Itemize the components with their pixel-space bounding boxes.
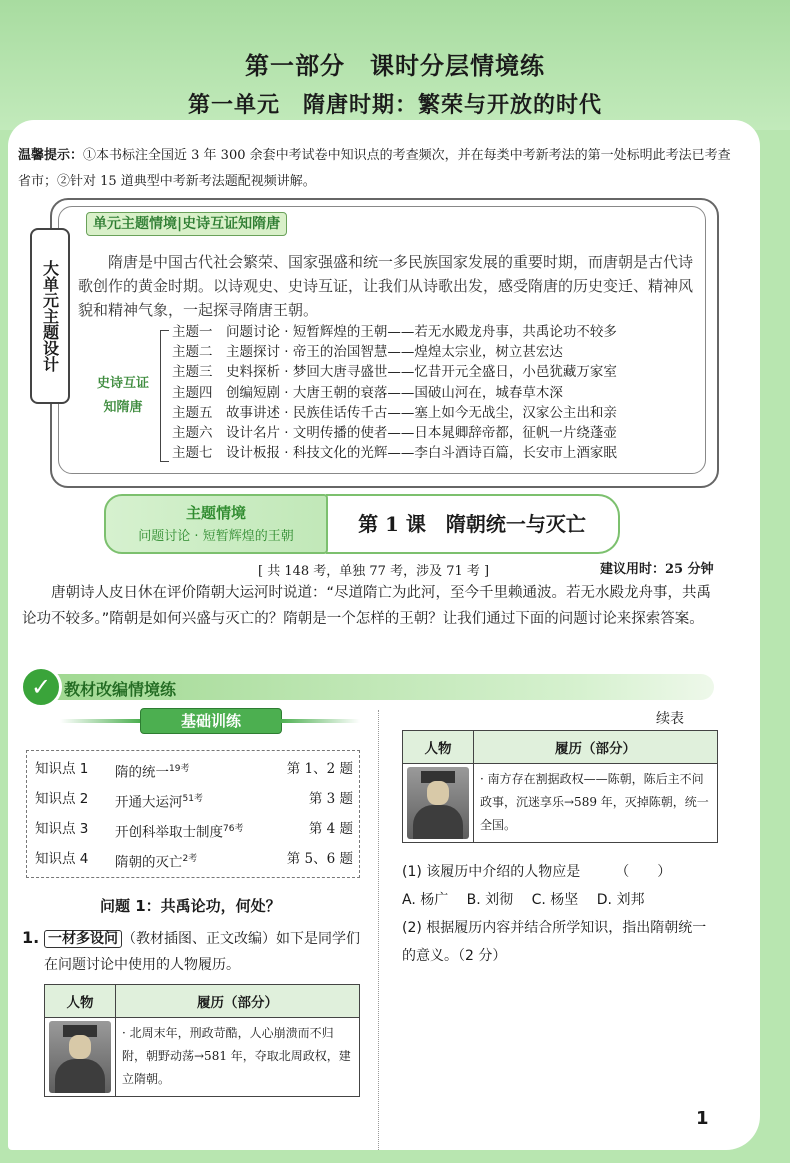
theme-item: 主题四 创编短剧 · 大唐王朝的衰落——国破山河在，城春草木深 [172, 384, 563, 401]
kp-count: 2考 [182, 854, 198, 864]
answer-options: A. 杨广 B. 刘彻 C. 杨坚 D. 刘邦 [402, 892, 645, 908]
theme-item: 主题二 主题探讨 · 帝王的治国智慧——煌煌太宗业，树立甚宏达 [172, 344, 563, 361]
kp-name [115, 757, 189, 785]
sub-question-1: (1) 该履历中介绍的人物应是 （ ） [402, 864, 672, 880]
sub-question-2: (2) 根据履历内容并结合所学知识，指出隋朝统一的意义。（2 分） [402, 920, 707, 964]
table-head-person: 人物 [403, 731, 474, 764]
theme-item: 主题五 故事讲述 · 民族佳话传千古——塞上如今无战尘，汉家公主出和亲 [172, 404, 617, 421]
question-1-body: （教材插图、正文改编）如下是同学们在问题讨论中使用的人物履历。 [44, 931, 360, 973]
lesson-title: 第 1 课 隋朝统一与灭亡 [326, 494, 620, 554]
lesson-stats: [ 共 148 考，单独 77 考，涉及 71 考 ] [258, 564, 490, 579]
resume-table-2 [402, 730, 718, 843]
lesson-tag-subtitle: 问题讨论 · 短暂辉煌的王朝 [138, 529, 294, 544]
unit-title: 第一单元 隋唐时期：繁荣与开放的时代 [187, 93, 602, 118]
kp-label: 知识点 4 [35, 851, 89, 867]
tip-text: ①本书标注全国近 3 年 300 余套中考试卷中知识点的考查频次，并在每类中考新考法的第一处标明此考法已考查省市；②针对 15 道典型中考新考法题配视频讲解。 [18, 148, 731, 189]
kp-name-text: 隋朝的灭亡 [115, 854, 183, 871]
table-head-resume: 履历（部分） [116, 985, 360, 1018]
theme-list [172, 322, 672, 463]
unit-design-vertical-label: 大单元主题设计 [30, 228, 70, 404]
portrait-cell [45, 1018, 116, 1097]
kp-questions: 第 4 题 [308, 821, 353, 837]
ribbon-left-line [60, 719, 140, 723]
emperor-portrait [49, 1021, 111, 1093]
check-icon: ✓ [20, 666, 62, 708]
knowledge-point-row [35, 817, 353, 841]
theme-item: 主题一 问题讨论 · 短暂辉煌的王朝——若无水殿龙舟事，共禹论功不较多 [172, 324, 617, 340]
tip-label: 温馨提示： [18, 148, 84, 163]
theme-item: 主题七 设计板报 · 科技文化的光辉——李白斗酒诗百篇，长安市上酒家眠 [172, 445, 617, 462]
continued-label: 续表 [656, 711, 684, 727]
basic-training-ribbon [60, 708, 360, 734]
knowledge-point-row [35, 787, 353, 811]
knowledge-point-box [26, 750, 360, 878]
theme-item: 主题三 史料探析 · 梦回大唐寻盛世——忆昔开元全盛日，小邑犹藏万家室 [172, 364, 617, 381]
kp-label: 知识点 1 [35, 761, 89, 777]
kp-name-text: 隋的统一 [115, 764, 169, 781]
part-title: 第一部分 课时分层情境练 [245, 51, 545, 80]
lesson-theme-tag [104, 494, 328, 554]
kp-label: 知识点 3 [35, 821, 89, 837]
section-title: 教材改编情境练 [64, 680, 177, 699]
unit-intro: 隋唐是中国古代社会繁荣、国家强盛和统一多民族国家发展的重要时期，而唐朝是古代诗歌创作的黄金时期。以诗观史、史诗互证，让我们从诗歌出发，感受隋唐的历史变迁、精神风貌和精神气象，一起探寻隋唐王朝。 [78, 253, 694, 319]
kp-name [115, 817, 243, 845]
side-label-1: 史诗互证 [96, 376, 149, 391]
ribbon-label: 基础训练 [140, 708, 282, 734]
knowledge-point-row [35, 757, 353, 781]
emperor-portrait [407, 767, 469, 839]
kp-name-text: 开创科举取士制度 [115, 824, 223, 841]
side-label-2: 知隋唐 [103, 400, 143, 415]
resume-text: · 南方存在割据政权——陈朝，陈后主不问政事，沉迷享乐→589 年，灭掉陈朝，统一全国。 [474, 764, 718, 843]
question-parts [402, 858, 720, 970]
kp-count: 76考 [223, 824, 244, 834]
kp-name [115, 847, 197, 875]
question-1-text [44, 926, 362, 978]
theme-brace [160, 330, 169, 462]
portrait-cell [403, 764, 474, 843]
kp-questions: 第 5、6 题 [286, 851, 353, 867]
tip-paragraph [18, 143, 738, 195]
kp-questions: 第 3 题 [308, 791, 353, 807]
lesson-tag-title: 主题情境 [185, 504, 246, 522]
page-number: 1 [696, 1108, 709, 1129]
column-divider [378, 710, 379, 1150]
table-head-person: 人物 [45, 985, 116, 1018]
theme-item: 主题六 设计名片 · 文明传播的使者——日本晁卿辞帝都，征帆一片绕蓬壶 [172, 425, 617, 442]
kp-count: 19考 [169, 764, 190, 774]
question-tag: 一材多设问 [44, 930, 122, 948]
unit-theme-tag: 单元主题情境|史诗互证知隋唐 [86, 212, 287, 236]
question-1-heading: 问题 1：共禹论功，何处？ [100, 897, 281, 915]
kp-count: 51考 [182, 794, 203, 804]
table-head-resume: 履历（部分） [474, 731, 718, 764]
knowledge-point-row [35, 847, 353, 871]
lesson-lead: 唐朝诗人皮日休在评价隋朝大运河时说道：“尽道隋亡为此河，至今千里赖通波。若无水殿龙舟事，共禹论功不较多。”隋朝是如何兴盛与灭亡的？隋朝是一个怎样的王朝？让我们通过下面的问题讨论来探索答案。 [22, 585, 712, 627]
suggested-time: 建议用时：25 分钟 [600, 562, 714, 577]
kp-name-text: 开通大运河 [115, 794, 183, 811]
ribbon-right-line [280, 719, 360, 723]
question-number: 1. [22, 928, 40, 947]
resume-table-1 [44, 984, 360, 1097]
kp-questions: 第 1、2 题 [286, 761, 353, 777]
kp-label: 知识点 2 [35, 791, 89, 807]
resume-text: · 北周末年，刑政苛酷，人心崩溃而不归附，朝野动荡→581 年，夺取北周政权，建立隋朝。 [116, 1018, 360, 1097]
kp-name [115, 787, 203, 815]
